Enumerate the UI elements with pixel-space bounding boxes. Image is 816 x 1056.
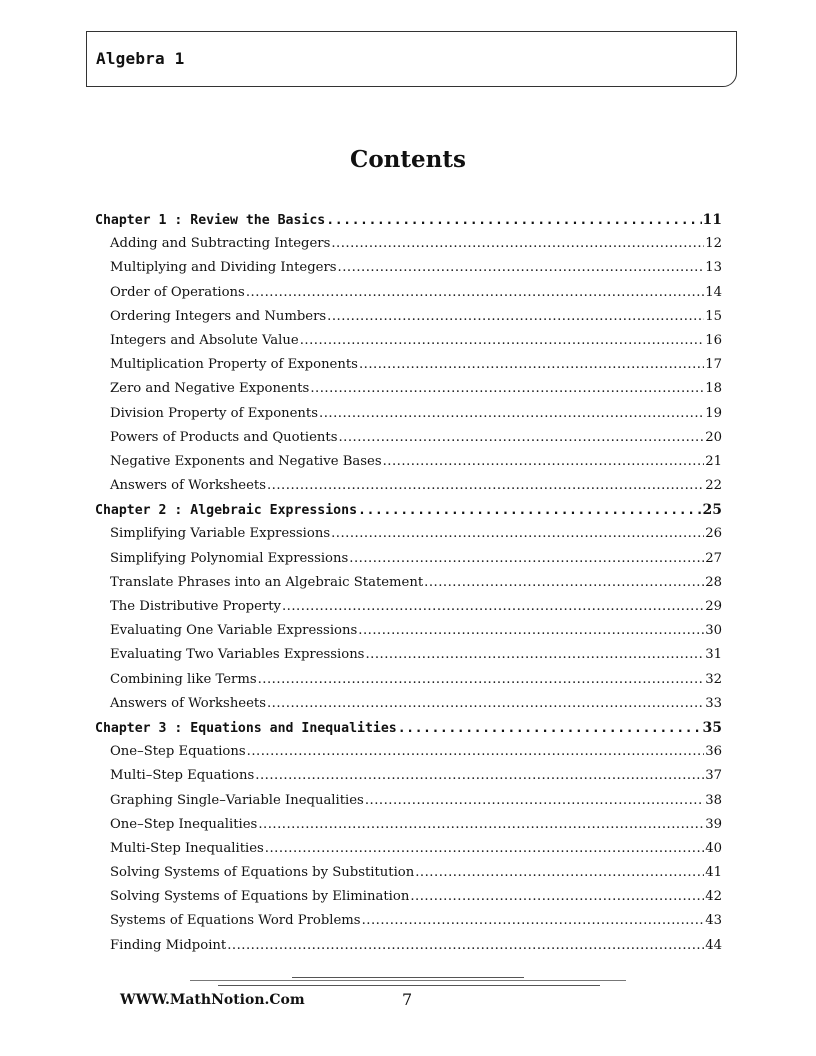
dot-leader bbox=[338, 260, 705, 275]
header-title: Algebra 1 bbox=[96, 49, 185, 68]
toc-entry-label: Chapter 2 : Algebraic Expressions bbox=[95, 503, 358, 519]
dot-leader bbox=[246, 285, 704, 300]
toc-item-row[interactable] bbox=[95, 793, 722, 817]
toc-entry-label: The Distributive Property bbox=[110, 599, 281, 614]
dot-leader bbox=[365, 647, 704, 662]
footer-rule bbox=[218, 985, 600, 986]
toc-item-row[interactable] bbox=[95, 333, 722, 357]
toc-page-number: 25 bbox=[702, 502, 722, 519]
toc-page-number: 28 bbox=[705, 574, 722, 590]
dot-leader bbox=[415, 865, 704, 880]
toc-item-row[interactable] bbox=[95, 454, 722, 478]
toc-page-number: 27 bbox=[705, 550, 722, 566]
toc-entry-label: One–Step Equations bbox=[110, 744, 246, 760]
toc-page-number: 17 bbox=[705, 357, 722, 373]
dot-leader bbox=[265, 841, 704, 856]
toc-page-number: 33 bbox=[705, 695, 722, 711]
dot-leader bbox=[331, 236, 704, 251]
toc-entry-label: Multiplying and Dividing Integers bbox=[110, 260, 337, 276]
dot-leader bbox=[410, 889, 704, 904]
dot-leader bbox=[362, 913, 705, 928]
toc-item-row[interactable] bbox=[95, 647, 722, 671]
toc-page-number: 19 bbox=[705, 405, 722, 421]
toc-page-number: 20 bbox=[705, 429, 722, 445]
table-of-contents bbox=[95, 212, 722, 962]
toc-chapter-row[interactable] bbox=[95, 502, 722, 526]
toc-item-row[interactable] bbox=[95, 406, 722, 430]
toc-item-row[interactable] bbox=[95, 430, 722, 454]
toc-entry-label: Ordering Integers and Numbers bbox=[110, 308, 327, 324]
toc-item-row[interactable] bbox=[95, 551, 722, 575]
toc-page-number: 37 bbox=[705, 768, 722, 784]
toc-page-number: 43 bbox=[705, 913, 722, 929]
toc-item-row[interactable] bbox=[95, 817, 722, 841]
toc-entry-label: Combining like Terms bbox=[110, 671, 257, 687]
dot-leader bbox=[267, 696, 704, 711]
toc-entry-label: Evaluating Two Variables Expressions bbox=[110, 647, 365, 663]
toc-entry-label: One–Step Inequalities bbox=[110, 816, 258, 832]
toc-item-row[interactable] bbox=[95, 599, 722, 623]
toc-page-number: 39 bbox=[705, 816, 722, 832]
toc-page-number: 14 bbox=[705, 284, 722, 300]
footer-rule bbox=[190, 980, 626, 981]
dot-leader bbox=[247, 744, 705, 759]
toc-item-row[interactable] bbox=[95, 696, 722, 720]
toc-page-number: 29 bbox=[705, 599, 722, 614]
footer-rule bbox=[292, 977, 524, 978]
dot-leader bbox=[359, 357, 704, 372]
toc-entry-label: Adding and Subtracting Integers bbox=[110, 236, 331, 252]
toc-page-number: 36 bbox=[705, 744, 722, 760]
toc-item-row[interactable] bbox=[95, 575, 722, 599]
toc-item-row[interactable] bbox=[95, 285, 722, 309]
toc-item-row[interactable] bbox=[95, 744, 722, 768]
toc-page-number: 15 bbox=[705, 308, 722, 324]
toc-page-number: 18 bbox=[705, 381, 722, 397]
toc-entry-label: Answers of Worksheets bbox=[110, 478, 266, 494]
toc-entry-label: Solving Systems of Equations by Elimination bbox=[110, 889, 410, 905]
toc-entry-label: Chapter 3 : Equations and Inequalities bbox=[95, 720, 397, 736]
toc-entry-label: Integers and Absolute Value bbox=[110, 332, 299, 348]
toc-page-number: 30 bbox=[705, 623, 722, 639]
toc-entry-label: Solving Systems of Equations by Substitution bbox=[110, 865, 415, 881]
toc-chapter-row[interactable] bbox=[95, 212, 722, 236]
toc-item-row[interactable] bbox=[95, 236, 722, 260]
toc-page-number: 44 bbox=[705, 937, 722, 953]
toc-entry-label: Order of Operations bbox=[110, 284, 245, 300]
toc-page-number: 32 bbox=[705, 671, 722, 687]
toc-item-row[interactable] bbox=[95, 381, 722, 405]
toc-item-row[interactable] bbox=[95, 768, 722, 792]
dot-leader bbox=[300, 333, 705, 348]
toc-item-row[interactable] bbox=[95, 889, 722, 913]
dot-leader bbox=[365, 793, 704, 808]
toc-item-row[interactable] bbox=[95, 938, 722, 962]
dot-leader bbox=[424, 575, 704, 590]
toc-page-number: 38 bbox=[705, 792, 722, 808]
dot-leader bbox=[358, 623, 704, 638]
toc-entry-label: Finding Midpoint bbox=[110, 937, 227, 953]
toc-page-number: 26 bbox=[705, 526, 722, 542]
dot-leader bbox=[319, 406, 704, 421]
toc-entry-label: Powers of Products and Quotients bbox=[110, 429, 338, 445]
dot-leader bbox=[338, 430, 704, 445]
toc-entry-label: Evaluating One Variable Expressions bbox=[110, 623, 358, 639]
toc-page-number: 35 bbox=[702, 719, 722, 736]
toc-page-number: 11 bbox=[702, 212, 722, 228]
footer-website: WWW.MathNotion.Com bbox=[120, 992, 305, 1008]
dot-leader bbox=[310, 381, 704, 396]
toc-page-number: 12 bbox=[705, 236, 722, 252]
dot-leader bbox=[227, 938, 704, 953]
toc-item-row[interactable] bbox=[95, 260, 722, 284]
toc-page-number: 22 bbox=[705, 478, 722, 494]
toc-entry-label: Simplifying Variable Expressions bbox=[110, 526, 331, 542]
dot-leader bbox=[326, 213, 701, 228]
toc-page-number: 40 bbox=[705, 840, 722, 856]
dot-leader bbox=[383, 454, 705, 469]
dot-leader bbox=[398, 721, 702, 736]
toc-item-row[interactable] bbox=[95, 526, 722, 550]
toc-page-number: 16 bbox=[705, 332, 722, 348]
dot-leader bbox=[331, 526, 704, 541]
toc-page-number: 13 bbox=[705, 260, 722, 276]
toc-item-row[interactable] bbox=[95, 309, 722, 333]
toc-entry-label: Graphing Single–Variable Inequalities bbox=[110, 792, 364, 808]
toc-page-number: 41 bbox=[705, 865, 722, 881]
toc-entry-label: Systems of Equations Word Problems bbox=[110, 913, 361, 929]
toc-item-row[interactable] bbox=[95, 865, 722, 889]
page-title: Contents bbox=[350, 146, 466, 173]
toc-page-number: 42 bbox=[705, 889, 722, 905]
toc-page-number: 31 bbox=[705, 647, 722, 663]
toc-chapter-row[interactable] bbox=[95, 720, 722, 744]
toc-entry-label: Multiplication Property of Exponents bbox=[110, 357, 358, 373]
toc-entry-label: Simplifying Polynomial Expressions bbox=[110, 550, 349, 566]
header-box bbox=[86, 31, 737, 87]
toc-item-row[interactable] bbox=[95, 672, 722, 696]
toc-entry-label: Division Property of Exponents bbox=[110, 405, 318, 421]
toc-item-row[interactable] bbox=[95, 357, 722, 381]
dot-leader bbox=[258, 817, 704, 832]
toc-entry-label: Zero and Negative Exponents bbox=[110, 381, 310, 397]
dot-leader bbox=[327, 309, 704, 324]
toc-page-number: 21 bbox=[705, 453, 722, 469]
dot-leader bbox=[255, 768, 704, 783]
dot-leader bbox=[282, 599, 704, 614]
toc-item-row[interactable] bbox=[95, 913, 722, 937]
toc-entry-label: Translate Phrases into an Algebraic Statement bbox=[110, 574, 424, 590]
dot-leader bbox=[267, 478, 704, 493]
toc-item-row[interactable] bbox=[95, 478, 722, 502]
dot-leader bbox=[358, 503, 702, 518]
toc-entry-label: Negative Exponents and Negative Bases bbox=[110, 453, 382, 469]
toc-item-row[interactable] bbox=[95, 841, 722, 865]
toc-entry-label: Multi–Step Equations bbox=[110, 768, 255, 784]
toc-entry-label: Multi-Step Inequalities bbox=[110, 840, 264, 856]
toc-entry-label: Answers of Worksheets bbox=[110, 695, 266, 711]
toc-entry-label: Chapter 1 : Review the Basics bbox=[95, 213, 326, 228]
dot-leader bbox=[349, 551, 704, 566]
toc-item-row[interactable] bbox=[95, 623, 722, 647]
footer-page-number: 7 bbox=[402, 990, 413, 1009]
dot-leader bbox=[258, 672, 705, 687]
